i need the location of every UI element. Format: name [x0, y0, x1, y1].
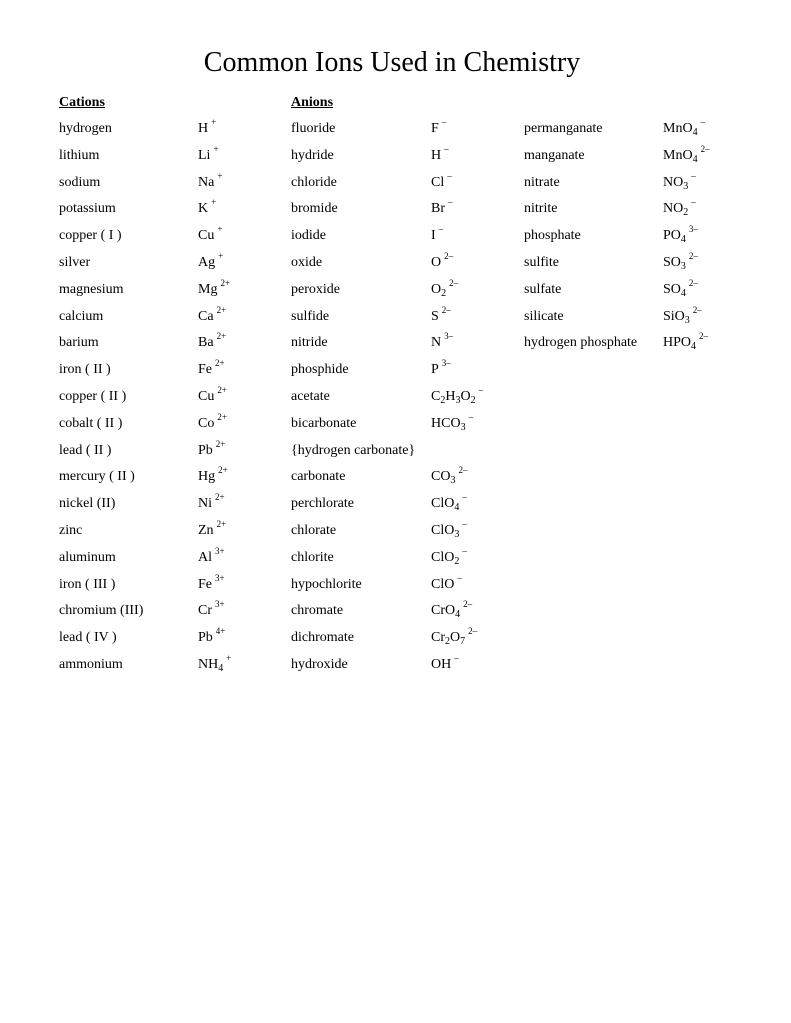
anion-name: perchlorate	[291, 496, 354, 511]
cation-formula: Li +	[198, 144, 219, 163]
anion-formula: OH –	[431, 653, 459, 672]
cation-formula: K +	[198, 197, 217, 216]
ion-charge: –	[448, 197, 453, 207]
anion-formula: H –	[431, 144, 449, 163]
anion-name: iodide	[291, 228, 326, 243]
polyatomic-anion-name: hydrogen phosphate	[524, 335, 638, 350]
anion-name: hydroxide	[291, 657, 348, 672]
ion-charge: –	[441, 117, 447, 127]
ion-charge: 3+	[215, 573, 225, 583]
ion-charge: –	[462, 492, 467, 502]
anion-formula: $C_2H_3O_2^-$	[431, 385, 484, 406]
anion-formula: F –	[431, 117, 447, 136]
ion-charge: –	[457, 573, 462, 583]
cation-name: iron ( III )	[59, 577, 116, 592]
cation-name: lead ( IV )	[59, 630, 117, 645]
ion-charge: –	[462, 546, 467, 556]
cation-name: zinc	[59, 523, 83, 538]
ion-charge: 2+	[217, 412, 227, 422]
ion-charge: 2+	[216, 305, 227, 315]
polyatomic-anion-formula: $NO_2^-$	[663, 197, 696, 218]
polyatomic-anion-name: silicate	[524, 309, 564, 324]
cation-name: sodium	[59, 175, 101, 190]
cation-formula: Pb $^{2+}$	[198, 439, 226, 458]
anion-name: nitride	[291, 335, 328, 350]
ion-charge: –	[462, 519, 467, 529]
polyatomic-anion-formula: SiO$_3^{2-}$	[663, 305, 702, 326]
polyatomic-anion-formula: MnO$_4$–	[663, 117, 706, 138]
anion-formula: ClO$_4$–	[431, 492, 467, 513]
ion-charge: 2–	[449, 278, 459, 288]
cation-formula: Ni $^{2+}$	[198, 492, 225, 511]
ion-charge: 2–	[699, 331, 709, 341]
cation-formula: Fe $^{2+}$	[198, 358, 225, 377]
polyatomic-anion-name: permanganate	[524, 121, 603, 136]
ion-charge: 2–	[468, 626, 478, 636]
anion-name: dichromate	[291, 630, 354, 645]
cation-formula: Al $^{3+}$	[198, 546, 225, 565]
polyatomic-anion-formula: $HPO_4^{2-}$	[663, 331, 709, 352]
cation-name: barium	[59, 335, 99, 350]
cation-formula: Fe $^{3+}$	[198, 573, 225, 592]
anion-formula: Br –	[431, 197, 453, 216]
ion-charge: 2+	[216, 519, 227, 529]
cation-name: hydrogen	[59, 121, 112, 136]
cation-name: calcium	[59, 309, 104, 324]
ion-charge: +	[211, 197, 217, 207]
anion-formula: Cl –	[431, 171, 452, 190]
ion-charge: 2–	[441, 305, 451, 315]
anion-name: sulfide	[291, 309, 330, 324]
cation-name: copper ( II )	[59, 389, 127, 404]
anion-formula: ClO –	[431, 573, 462, 592]
anion-name: oxide	[291, 255, 323, 270]
cation-formula: Cu $^{2+}$	[198, 385, 227, 404]
anion-formula: P $^{3-}$	[431, 358, 451, 377]
polyatomic-anion-name: nitrate	[524, 175, 560, 190]
cation-name: aluminum	[59, 550, 116, 565]
cation-formula: H +	[198, 117, 217, 136]
anion-formula: CrO$_4^{2-}$	[431, 599, 473, 620]
anion-formula: O $^{2-}$	[431, 251, 454, 270]
ion-charge: 2+	[215, 492, 225, 502]
polyatomic-anion-formula: $SO_3^{2-}$	[663, 251, 698, 272]
anion-name: hydride	[291, 148, 334, 163]
anion-name: fluoride	[291, 121, 336, 136]
ion-charge: 3–	[688, 224, 698, 234]
cation-formula: Mg $^{2+}$	[198, 278, 231, 297]
ion-charge: 2+	[218, 465, 228, 475]
anion-formula: ClO$_3$–	[431, 519, 467, 540]
cation-name: nickel (II)	[59, 496, 116, 511]
ion-charge: 2+	[215, 439, 226, 449]
ion-charge: –	[691, 197, 696, 207]
cation-formula: Na +	[198, 171, 223, 190]
polyatomic-anion-name: nitrite	[524, 201, 558, 216]
cation-name: chromium (III)	[59, 603, 144, 618]
ion-charge: 2–	[688, 251, 698, 261]
cation-name: iron ( II )	[59, 362, 111, 377]
anion-name: hypochlorite	[291, 577, 362, 592]
anion-name: peroxide	[291, 282, 340, 297]
polyatomic-anion-name: sulfite	[524, 255, 559, 270]
anion-name: chloride	[291, 175, 337, 190]
cation-name: ammonium	[59, 657, 123, 672]
cation-name: cobalt ( II )	[59, 416, 123, 431]
cation-name: potassium	[59, 201, 116, 216]
anions-header: Anions	[291, 95, 334, 110]
ion-charge: 2+	[215, 358, 225, 368]
anion-name: chlorate	[291, 523, 337, 538]
polyatomic-anion-formula: $SO_4^{2-}$	[663, 278, 698, 299]
cation-formula: Cu +	[198, 224, 223, 243]
polyatomic-anion-name: sulfate	[524, 282, 562, 297]
anion-name: phosphide	[291, 362, 349, 377]
ion-charge: +	[218, 251, 224, 261]
cation-name: lead ( II )	[59, 443, 112, 458]
cation-name: mercury ( II )	[59, 469, 135, 484]
anion-formula: $Cr_2O_7^{2-}$	[431, 626, 478, 647]
polyatomic-anion-formula: $PO_4^{3-}$	[663, 224, 698, 245]
ion-charge: 3+	[215, 546, 225, 556]
cation-name: magnesium	[59, 282, 124, 297]
ion-charge: 2+	[216, 331, 227, 341]
anion-formula: ClO$_2$–	[431, 546, 467, 567]
anion-name: acetate	[291, 389, 330, 404]
ion-charge: 2–	[688, 278, 698, 288]
ion-charge: 2+	[217, 385, 227, 395]
polyatomic-anion-name: phosphate	[524, 228, 581, 243]
anion-name: bromide	[291, 201, 338, 216]
ion-charge: –	[454, 653, 459, 663]
ion-charge: 4+	[215, 626, 226, 636]
cation-name: silver	[59, 255, 91, 270]
ion-charge: +	[213, 144, 219, 154]
ion-charge: +	[217, 171, 223, 181]
page-title: Common Ions Used in Chemistry	[203, 47, 581, 78]
anion-name: chlorite	[291, 550, 334, 565]
ion-charge: 2–	[692, 305, 702, 315]
ion-charge: –	[478, 385, 484, 395]
ion-charge: 3–	[444, 331, 454, 341]
anion-formula: N $^{3-}$	[431, 331, 454, 350]
ion-charge: –	[447, 171, 452, 181]
anion-name: {hydrogen carbonate}	[291, 443, 416, 458]
polyatomic-anion-formula: MnO$_4^{2-}$	[663, 144, 710, 165]
ion-charge: –	[700, 117, 706, 127]
ion-charge: 2–	[700, 144, 710, 154]
anion-name: bicarbonate	[291, 416, 357, 431]
cation-formula: Pb $^{4+}$	[198, 626, 226, 645]
ion-charge: +	[211, 117, 217, 127]
ion-charge: 2–	[463, 599, 473, 609]
cation-name: copper ( I )	[59, 228, 122, 243]
polyatomic-anion-formula: $NO_3^-$	[663, 171, 696, 192]
ion-charge: 2–	[444, 251, 454, 261]
ion-charge: +	[217, 224, 223, 234]
anion-name: carbonate	[291, 469, 346, 484]
anion-formula: $O_2^{2-}$	[431, 278, 459, 299]
cations-header: Cations	[59, 95, 105, 110]
ion-charge: +	[226, 653, 232, 663]
cation-name: lithium	[59, 148, 100, 163]
cation-formula: $NH_4^+$	[198, 653, 232, 674]
ion-charge: 2+	[220, 278, 231, 288]
ion-charge: 3–	[441, 358, 451, 368]
cation-formula: Zn $^{2+}$	[198, 519, 227, 538]
ion-charge: –	[438, 224, 444, 234]
polyatomic-anion-name: manganate	[524, 148, 585, 163]
cation-formula: Co $^{2+}$	[198, 412, 227, 431]
anion-name: chromate	[291, 603, 344, 618]
ion-charge: –	[691, 171, 696, 181]
ion-charge: 3+	[215, 599, 225, 609]
cation-formula: Cr $^{3+}$	[198, 599, 225, 618]
cation-formula: Ag +	[198, 251, 224, 270]
cation-formula: Ba $^{2+}$	[198, 331, 227, 350]
anion-formula: $HCO_3^-$	[431, 412, 474, 433]
cation-formula: Ca $^{2+}$	[198, 305, 227, 324]
ion-charge: –	[444, 144, 449, 154]
anion-formula: S $^{2-}$	[431, 305, 451, 324]
anion-formula: I –	[431, 224, 444, 243]
ion-charge: –	[468, 412, 474, 422]
anion-formula: $CO_3^{2-}$	[431, 465, 468, 486]
cation-formula: Hg $^{2+}$	[198, 465, 228, 484]
ion-charge: 2–	[458, 465, 468, 475]
